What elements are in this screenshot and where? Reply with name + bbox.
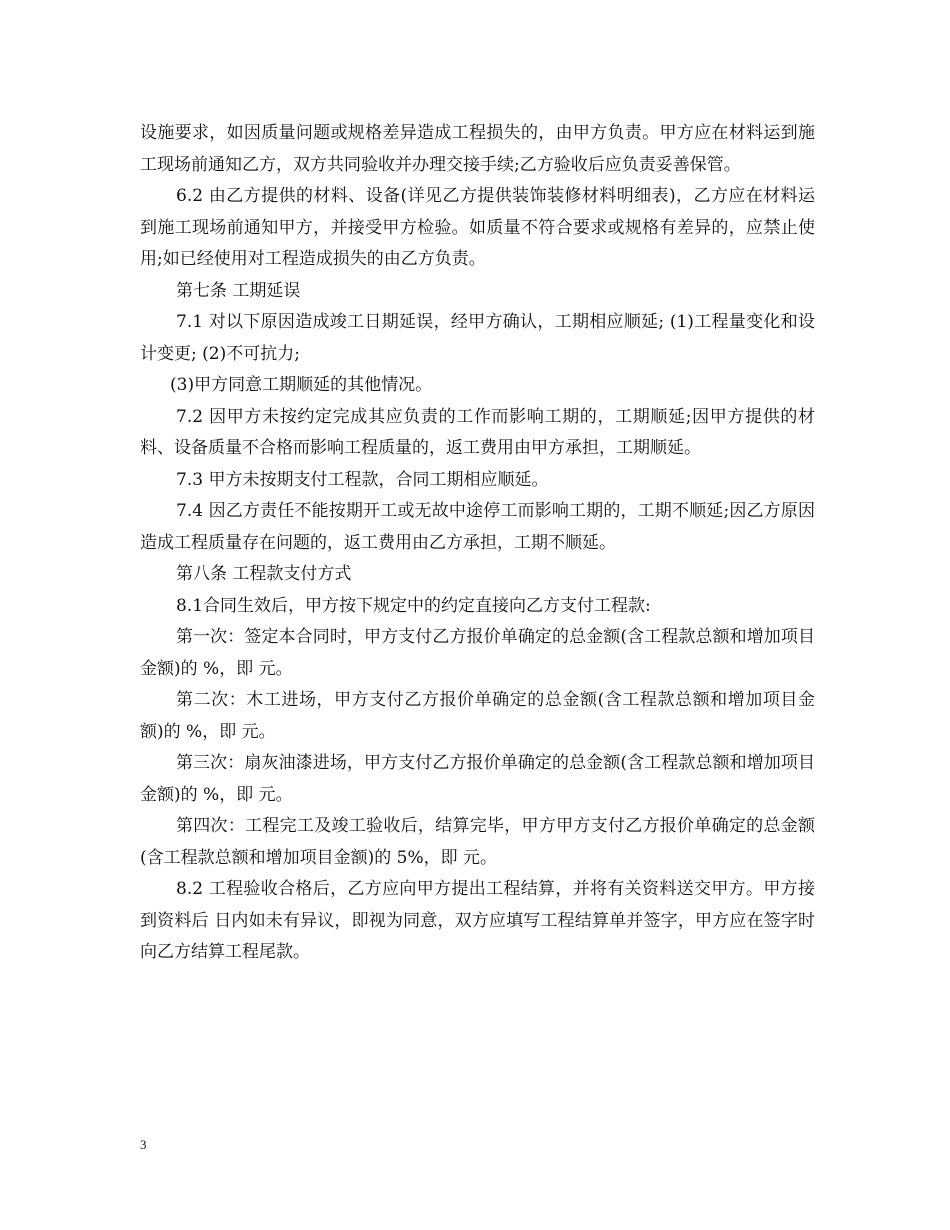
paragraph: 6.2 由乙方提供的材料、设备(详见乙方提供装饰装修材料明细表)，乙方应在材料运到施工现场前通知甲方，并接受甲方检验。如质量不符合要求或规格有差异的，应禁止使用;如已经使用对工程造成损失的由乙方负责。 [140, 186, 815, 269]
section-heading: 第七条 工期延误 [176, 280, 301, 301]
paragraph: 7.1 对以下原因造成竣工日期延误，经甲方确认，工期相应顺延; (1)工程量变化和设计变更; (2)不可抗力; [140, 312, 815, 364]
paragraph: 7.4 因乙方责任不能按期开工或无故中途停工而影响工期的，工期不顺延;因乙方原因造成工程质量存在问题的，返工费用由乙方承担，工期不顺延。 [140, 501, 815, 553]
document-body [140, 118, 815, 969]
paragraph: 8.1合同生效后，甲方按下规定中的约定直接向乙方支付工程款: [176, 595, 651, 616]
paragraph: 第四次：工程完工及竣工验收后，结算完毕，甲方甲方支付乙方报价单确定的总金额(含工程款总额和增加项目金额)的 5%，即 元。 [140, 816, 815, 868]
paragraph: 8.2 工程验收合格后，乙方应向甲方提出工程结算，并将有关资料送交甲方。甲方接到资料后 日内如未有异议，即视为同意，双方应填写工程结算单并签字，甲方应在签字时向乙方结算工程尾款。 [140, 879, 815, 962]
section-heading: 第八条 工程款支付方式 [176, 564, 352, 584]
paragraph: 第二次：木工进场，甲方支付乙方报价单确定的总金额(含工程款总额和增加项目金额)的 %，即 元。 [140, 690, 815, 742]
page-number: 3 [140, 1137, 147, 1152]
paragraph: (3)甲方同意工期顺延的其他情况。 [170, 375, 433, 395]
paragraph: 设施要求，如因质量问题或规格差异造成工程损失的，由甲方负责。甲方应在材料运到施工现场前通知乙方，双方共同验收并办理交接手续;乙方验收后应负责妥善保管。 [140, 123, 815, 175]
paragraph: 第三次：扇灰油漆进场，甲方支付乙方报价单确定的总金额(含工程款总额和增加项目金额)的 %，即 元。 [140, 753, 815, 805]
paragraph: 7.2 因甲方未按约定完成其应负责的工作而影响工期的，工期顺延;因甲方提供的材料、设备质量不合格而影响工程质量的，返工费用由甲方承担，工期顺延。 [140, 406, 815, 458]
paragraph: 第一次：签定本合同时，甲方支付乙方报价单确定的总金额(含工程款总额和增加项目金额)的 %，即 元。 [140, 627, 815, 679]
paragraph: 7.3 甲方未按期支付工程款，合同工期相应顺延。 [176, 469, 549, 490]
